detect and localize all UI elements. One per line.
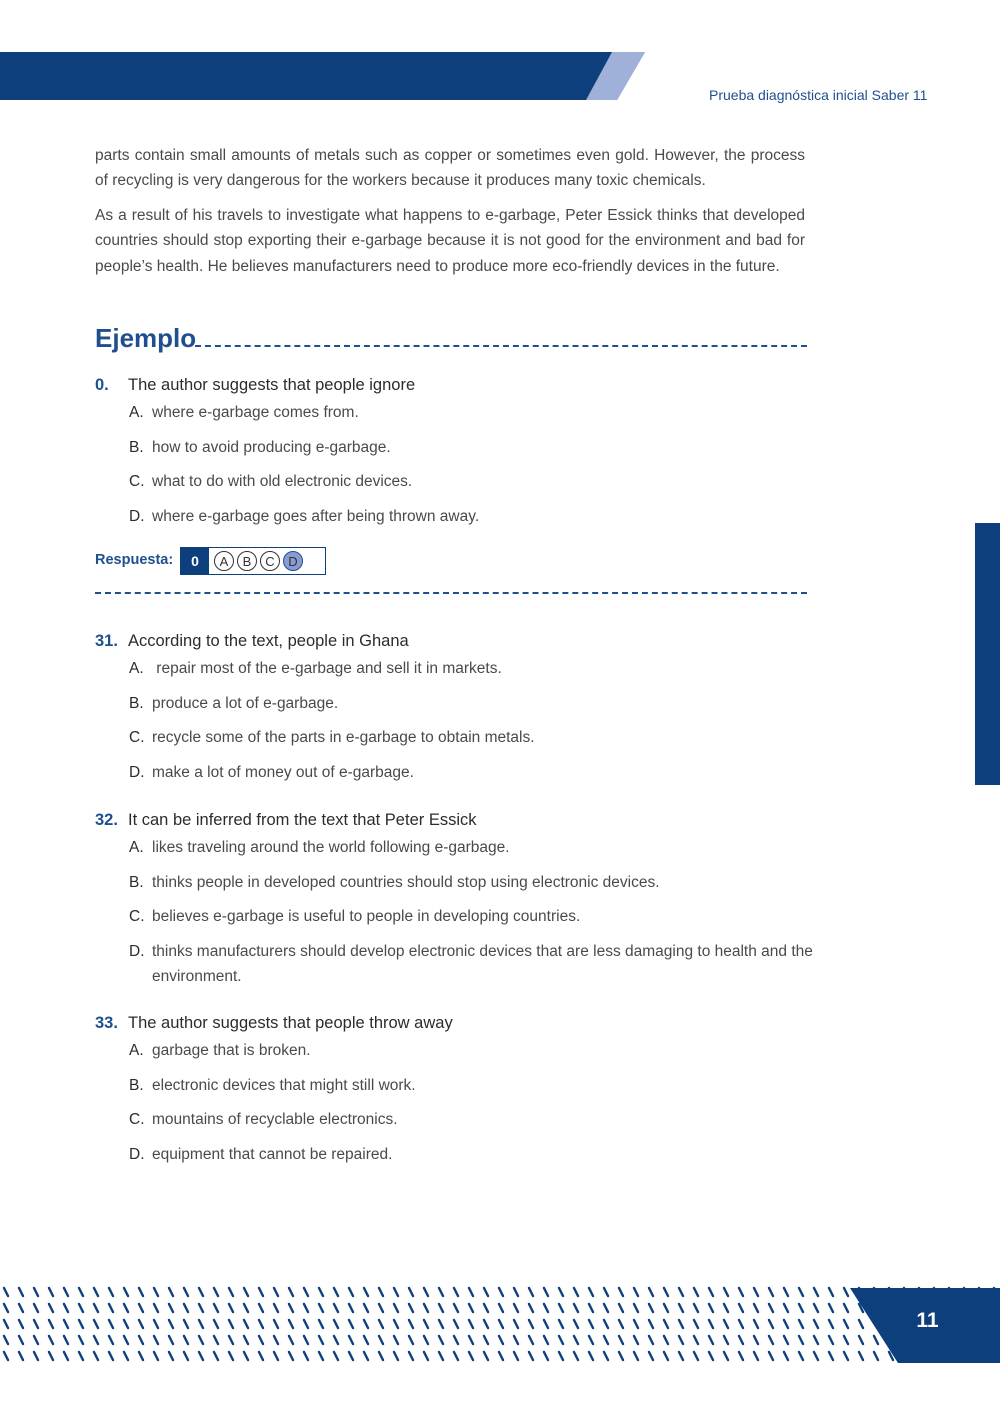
example-heading: Ejemplo (95, 323, 197, 353)
option-d[interactable]: D. equipment that cannot be repaired. (129, 1145, 393, 1163)
example-question (95, 371, 815, 538)
question-stem: According to the text, people in Ghana (128, 632, 409, 650)
question-number: 33. (95, 1014, 118, 1032)
option-d[interactable]: D. make a lot of money out of e-garbage. (129, 763, 414, 781)
option-b[interactable]: B. electronic devices that might still work. (129, 1076, 416, 1094)
answer-number: 0 (181, 548, 209, 574)
option-a[interactable]: A. likes traveling around the world following e-garbage. (129, 839, 510, 856)
option-a[interactable]: A. where e-garbage comes from. (129, 404, 359, 421)
option-c[interactable]: C. recycle some of the parts in e-garbage to obtain metals. (129, 729, 535, 747)
header-banner (0, 52, 650, 100)
option-d[interactable]: D. where e-garbage goes after being thrown away. (129, 507, 480, 525)
passage-paragraph-1: parts contain small amounts of metals such as copper or sometimes even gold. However, the process of recycling is very dangerous for the workers because it produces many toxic chemicals. (95, 147, 805, 190)
question-stem: The author suggests that people throw away (128, 1014, 453, 1032)
option-c[interactable]: C. mountains of recyclable electronics. (129, 1111, 398, 1129)
passage-paragraph-2: As a result of his travels to investigate what happens to e-garbage, Peter Essick thinks that developed countries should stop exporting their e-garbage because it is not good for the environment and bad for people’s health. He believes manufacturers need to produce more eco-friendly devices in the future. (95, 207, 805, 275)
answer-label: Respuesta: (95, 552, 174, 568)
option-a[interactable]: A. garbage that is broken. (129, 1042, 311, 1059)
option-b[interactable]: B. thinks people in developed countries should stop using electronic devices. (129, 873, 660, 891)
page-number: 11 (916, 1309, 939, 1332)
question-32 (95, 806, 815, 998)
answer-bubble-a[interactable]: A (214, 551, 234, 571)
question-stem: The author suggests that people ignore (128, 376, 416, 394)
answer-bubble-b[interactable]: B (237, 551, 257, 571)
question-number: 0. (95, 376, 109, 394)
question-stem: It can be inferred from the text that Peter Essick (128, 811, 477, 829)
option-b[interactable]: B. produce a lot of e-garbage. (129, 694, 339, 712)
option-b[interactable]: B. how to avoid producing e-garbage. (129, 438, 391, 456)
answer-bubble-c[interactable]: C (260, 551, 280, 571)
example-top-divider (195, 345, 807, 349)
question-number: 32. (95, 811, 118, 829)
option-c[interactable]: C. believes e-garbage is useful to people in developing countries. (129, 908, 581, 926)
answer-sheet (180, 547, 326, 575)
option-a[interactable]: A. repair most of the e-garbage and sell it in markets. (129, 660, 502, 677)
side-tab (975, 523, 1000, 785)
question-31 (95, 627, 815, 794)
option-d[interactable]: D. thinks manufacturers should develop electronic devices that are less damaging to health and the environment. (129, 942, 813, 985)
question-number: 31. (95, 632, 118, 650)
header-title: Prueba diagnóstica inicial Saber 11 (709, 87, 928, 103)
option-c[interactable]: C. what to do with old electronic devices. (129, 473, 413, 491)
answer-bubble-d[interactable]: D (283, 551, 303, 571)
question-33 (95, 1009, 815, 1176)
example-bottom-divider (95, 592, 807, 596)
